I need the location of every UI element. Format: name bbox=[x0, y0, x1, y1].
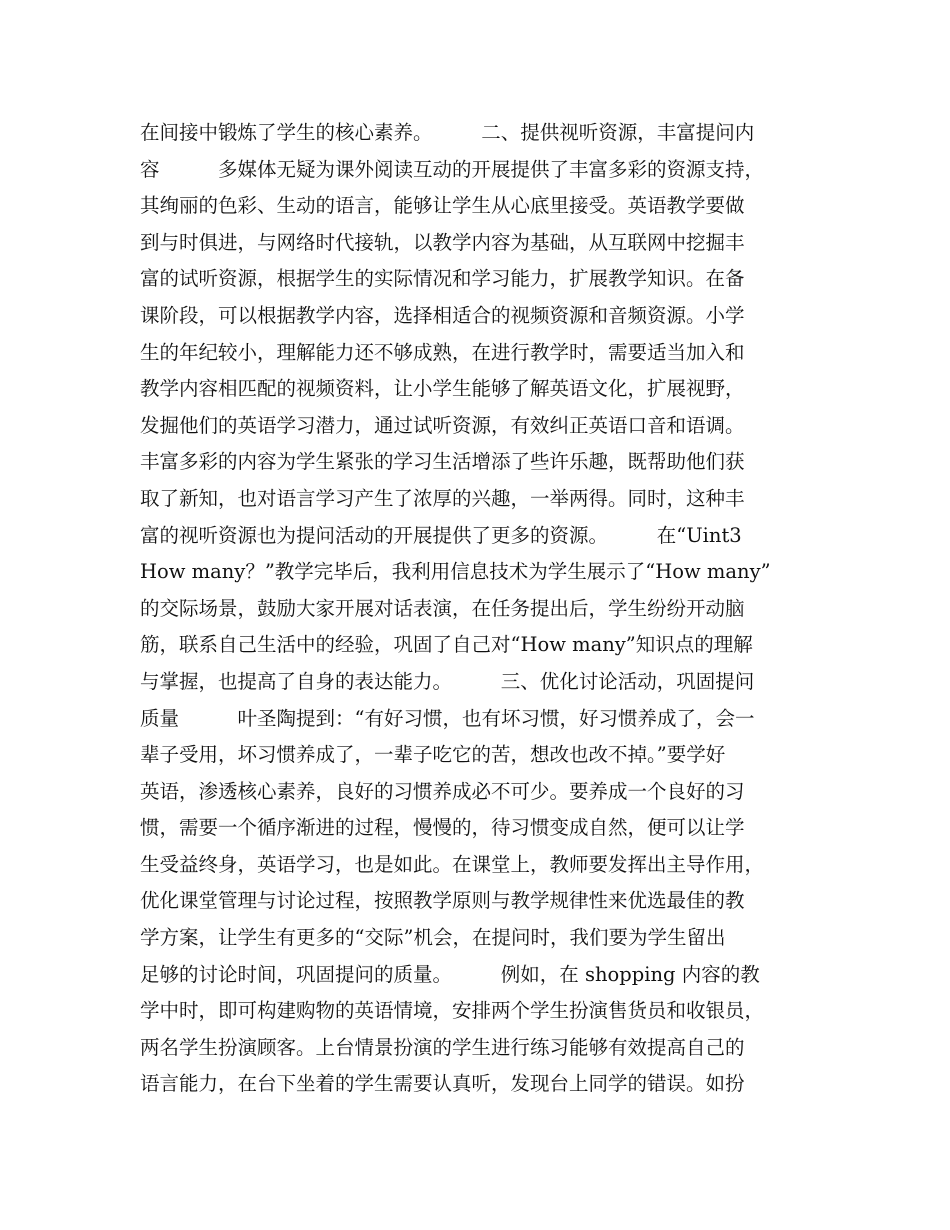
text-line: 惯，需要一个循序渐进的过程，慢慢的，待习惯变成自然，便可以让学 bbox=[140, 816, 745, 840]
text-line: 教学内容相匹配的视频资料，让小学生能够了解英语文化，扩展视野， bbox=[140, 377, 745, 401]
text-line: 到与时俱进，与网络时代接轨，以教学内容为基础，从互联网中挖掘丰 bbox=[140, 230, 745, 254]
text-line: How many？”教学完毕后，我利用信息技术为学生展示了“How many” bbox=[140, 560, 771, 584]
text-line: 学中时，即可构建购物的英语情境，安排两个学生扮演售货员和收银员， bbox=[140, 999, 765, 1023]
text-line: 取了新知，也对语言学习产生了浓厚的兴趣，一举两得。同时，这种丰 bbox=[140, 486, 745, 510]
text-line: 课阶段，可以根据教学内容，选择相适合的视频资源和音频资源。小学 bbox=[140, 303, 745, 327]
text-line: 在间接中锻炼了学生的核心素养。 二、提供视听资源，丰富提问内 bbox=[140, 121, 755, 144]
text-line: 发掘他们的英语学习潜力，通过试听资源，有效纠正英语口音和语调。 bbox=[140, 413, 745, 437]
text-line: 两名学生扮演顾客。上台情景扮演的学生进行练习能够有效提高自己的 bbox=[140, 1035, 745, 1059]
body-text bbox=[140, 115, 820, 1103]
text-line: 其绚丽的色彩、生动的语言，能够让学生从心底里接受。英语教学要做 bbox=[140, 194, 745, 218]
text-line: 丰富多彩的内容为学生紧张的学习生活增添了些许乐趣，既帮助他们获 bbox=[140, 450, 745, 474]
text-line: 的交际场景，鼓励大家开展对话表演，在任务提出后，学生纷纷开动脑 bbox=[140, 596, 745, 620]
text-line: 生的年纪较小，理解能力还不够成熟，在进行教学时，需要适当加入和 bbox=[140, 340, 745, 364]
text-line: 富的视听资源也为提问活动的开展提供了更多的资源。 在“Uint3 bbox=[140, 523, 742, 547]
text-line: 富的试听资源，根据学生的实际情况和学习能力，扩展教学知识。在备 bbox=[140, 267, 745, 291]
text-line: 学方案，让学生有更多的“交际”机会，在提问时，我们要为学生留出 bbox=[140, 926, 726, 950]
text-line: 与掌握，也提高了自身的表达能力。 三、优化讨论活动，巩固提问 bbox=[140, 669, 755, 693]
text-line: 容 多媒体无疑为课外阅读互动的开展提供了丰富多彩的资源支持， bbox=[140, 157, 765, 181]
text-line: 生受益终身，英语学习，也是如此。在课堂上，教师要发挥出主导作用， bbox=[140, 852, 765, 876]
text-line: 优化课堂管理与讨论过程，按照教学原则与教学规律性来优选最佳的教 bbox=[140, 889, 745, 913]
text-line: 英语，渗透核心素养，良好的习惯养成必不可少。要养成一个良好的习 bbox=[140, 779, 745, 803]
text-line: 足够的讨论时间，巩固提问的质量。 例如，在 shopping 内容的教 bbox=[140, 962, 760, 986]
text-line: 语言能力，在台下坐着的学生需要认真听，发现台上同学的错误。如扮 bbox=[140, 1072, 745, 1096]
text-line: 筋，联系自己生活中的经验，巩固了自己对“How many”知识点的理解 bbox=[140, 633, 753, 657]
text-line: 质量 叶圣陶提到：“有好习惯，也有坏习惯，好习惯养成了，会一 bbox=[140, 706, 755, 730]
text-line: 辈子受用，坏习惯养成了，一辈子吃它的苦，想改也改不掉。”要学好 bbox=[140, 743, 726, 767]
